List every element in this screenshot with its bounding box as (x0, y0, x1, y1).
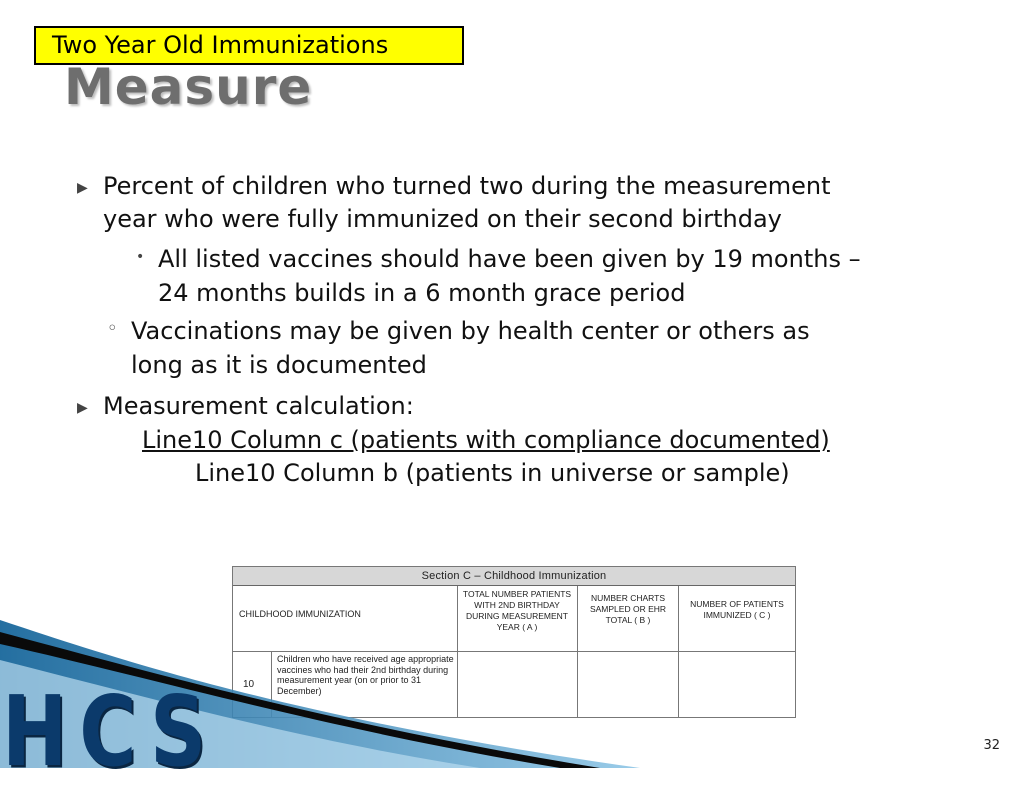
hcs-logo-text: HCS (2, 676, 219, 789)
col-header-c: NUMBER OF PATIENTS IMMUNIZED ( C ) (690, 599, 784, 620)
arrow-bullet-icon: ▶ (77, 180, 88, 196)
col-header-childhood-immunization: CHILDHOOD IMMUNIZATION (239, 609, 361, 619)
col-header-a: TOTAL NUMBER PATIENTS WITH 2ND BIRTHDAY DURING MEASUREMENT YEAR ( A ) (462, 589, 572, 632)
table-section-title: Section C – Childhood Immunization (233, 567, 795, 586)
formula-numerator: Line10 Column c (patients with compliance documented) (142, 426, 830, 454)
slide-tag-label: Two Year Old Immunizations (34, 26, 464, 65)
col-header-b: NUMBER CHARTS SAMPLED OR EHR TOTAL ( B ) (589, 593, 667, 625)
table-divider (678, 586, 679, 717)
arrow-bullet-icon: ▶ (77, 400, 88, 416)
circle-bullet-icon: ◦ (107, 318, 118, 339)
bullet-1-line-2: year who were fully immunized on their second birthday (103, 205, 782, 233)
slide-title: Measure (64, 58, 313, 116)
sub-bullet-1-line-2: 24 months builds in a 6 month grace period (158, 279, 686, 307)
sub-bullet-2-line-1: Vaccinations may be given by health center or others as (131, 317, 810, 345)
page-number: 32 (983, 738, 1000, 753)
row-description: Children who have received age appropriate vaccines who had their 2nd birthday during measurement year (on or prior to 31 December) (277, 654, 454, 696)
sub-bullet-2-line-2: long as it is documented (131, 351, 427, 379)
bullet-2-line-1: Measurement calculation: (103, 392, 414, 420)
bullet-1-line-1: Percent of children who turned two during the measurement (103, 172, 831, 200)
sub-bullet-1-line-1: All listed vaccines should have been given by 19 months – (158, 245, 861, 273)
row-line-number: 10 (243, 679, 255, 690)
dot-bullet-icon: • (136, 249, 145, 265)
formula-denominator: Line10 Column b (patients in universe or sample) (195, 459, 790, 487)
